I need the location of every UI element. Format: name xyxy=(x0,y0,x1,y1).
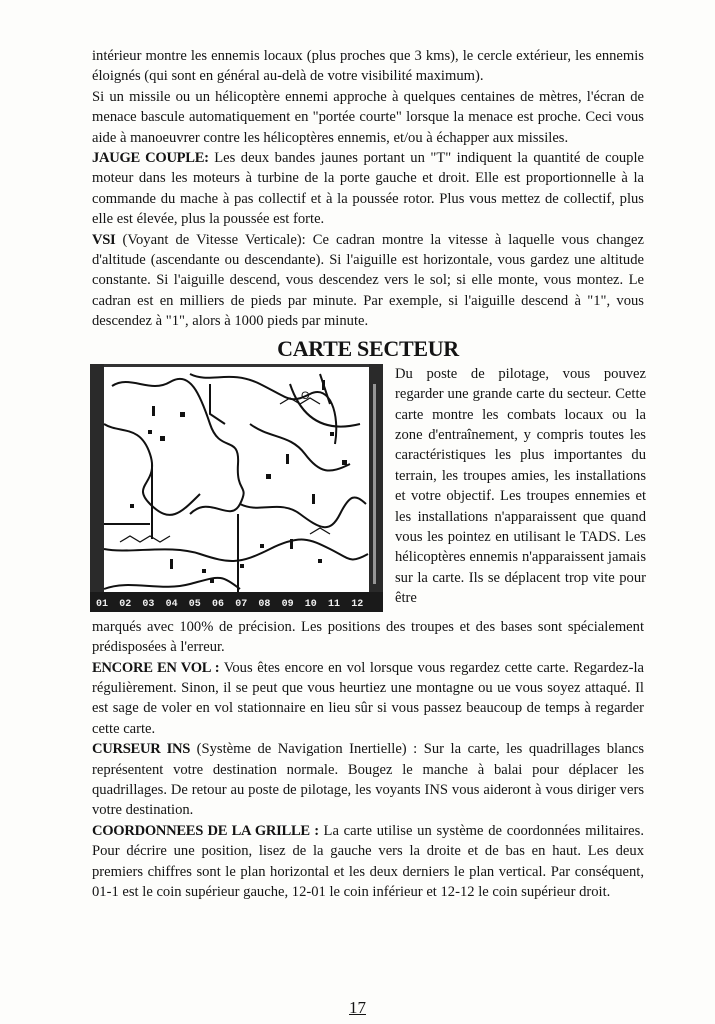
page-number: 17 xyxy=(349,998,366,1017)
term-jauge-couple: JAUGE COUPLE: xyxy=(92,150,209,167)
paragraph-coordonnees xyxy=(92,821,644,903)
document-page xyxy=(92,46,644,902)
map-grid-label: 09 xyxy=(281,598,294,610)
paragraph-vsi xyxy=(92,230,644,332)
text-vsi: (Voyant de Vitesse Verticale): Ce cadran montre la vitesse à laquelle vous changez d'altitude (ascendante ou descendante). Si l'aiguille est horizontale, vous gardez une altitude constante. Si l'aiguille descend, vous descendez vers le sol; si elle monte, vous montez. Le cadran est en milliers de pieds par minute. Par exemple, si l'aiguille descend à "1", vous descendez à "1", alors à 1000 pieds par minute. xyxy=(92,231,644,330)
map-grid-label: 08 xyxy=(258,598,271,610)
paragraph-curseur-ins xyxy=(92,739,644,821)
term-encore-en-vol: ENCORE EN VOL : xyxy=(92,659,220,676)
map-grid-label: 04 xyxy=(165,598,178,610)
map-marker-label: O xyxy=(301,389,310,402)
paragraph-carte-secteur: Du poste de pilotage, vous pouvez regarder une grande carte du secteur. Cette carte montre les combats locaux ou la zone d'entraînement, y compris toutes les caractéristiques les plus importantes du terrain, les troupes amies, les installations et votre objectif. Les troupes ennemies et les installations n'apparaissent que quand vous les pointez en utilisant le TADS. Les hélicoptères ennemis n'apparaissent jamais sur la carte. Ils se déplacent trop vite pour être xyxy=(395,365,646,607)
map-grid-label: 05 xyxy=(188,598,201,610)
map-grid-label: 07 xyxy=(235,598,248,610)
sector-map-illustration xyxy=(90,364,383,612)
map-section xyxy=(92,364,644,626)
map-grid-label: 11 xyxy=(328,598,341,610)
text-curseur-ins: (Système de Navigation Inertielle) : Sur la carte, les quadrillages blancs représentent votre destination normale. Bougez le manche à balai pour déplacer les quadrillages. De retour au poste de pilotage, les voyants INS vous aideront à vous diriger vers votre destination. xyxy=(92,741,644,819)
section-title: CARTE SECTEUR xyxy=(277,335,459,361)
paragraph-carte-continuation: marqués avec 100% de précision. Les positions des troupes et des bases sont spécialement prédisposées à l'erreur. xyxy=(92,618,644,656)
paragraph-jauge-couple xyxy=(92,148,644,230)
map-grid-label: 03 xyxy=(142,598,155,610)
paragraph-threat-rings: intérieur montre les ennemis locaux (plus proches que 3 kms), le cercle extérieur, les ennemis éloignés (qui sont en général au-delà de votre visibilité maximum). xyxy=(92,48,644,85)
paragraph-threat-short-range: Si un missile ou un hélicoptère ennemi approche à quelques centaines de mètres, l'écran de menace bascule automatiquement en "portée courte" lorsque la menace est proche. Ceci vous aide à manoeuvrer contre les hélicoptères ennemis, et/ou à échapper aux missiles. xyxy=(92,88,644,146)
sector-map-image xyxy=(90,364,383,612)
map-grid-label: 02 xyxy=(119,598,132,610)
text-coordonnees: La carte utilise un système de coordonnées militaires. Pour décrire une position, lisez de la gauche vers la droite et de bas en haut. Les deux premiers chiffres sont le plan horizontal et les deux derniers le plan vertical. Par conséquent, 01-1 est le coin supérieur gauche, 12-01 le coin inférieur et 12-12 le coin supérieur droit. xyxy=(92,822,644,900)
map-grid-label: 06 xyxy=(212,598,225,610)
term-coordonnees: COORDONNEES DE LA GRILLE : xyxy=(92,822,319,839)
map-description xyxy=(395,364,646,609)
term-curseur-ins: CURSEUR INS xyxy=(92,741,191,758)
paragraph-encore-en-vol xyxy=(92,658,644,740)
term-vsi: VSI xyxy=(92,231,116,248)
map-grid-label: 10 xyxy=(304,598,317,610)
map-grid-label: 12 xyxy=(351,598,364,610)
text-jauge-couple: Les deux bandes jaunes portant un "T" indiquent la quantité de couple moteur dans les moteurs à turbine de la porte gauche et droit. Elle est proportionnelle à la commande du mache à pas collectif et à la poussée rotor. Plus vous mettez de collectif, plus elle est élevée, plus la poussée est forte. xyxy=(92,150,644,228)
text-encore-en-vol: Vous êtes encore en vol lorsque vous regardez cette carte. Regardez-la régulièrement. Sinon, il se peut que vous heurtiez une montagne ou ue vous soyez attaqué. Il est sage de voler en vol stationnaire en lieu sûr si vous passez beaucoup de temps à regarder cette carte. xyxy=(92,659,644,737)
map-grid-label: 01 xyxy=(96,598,109,610)
